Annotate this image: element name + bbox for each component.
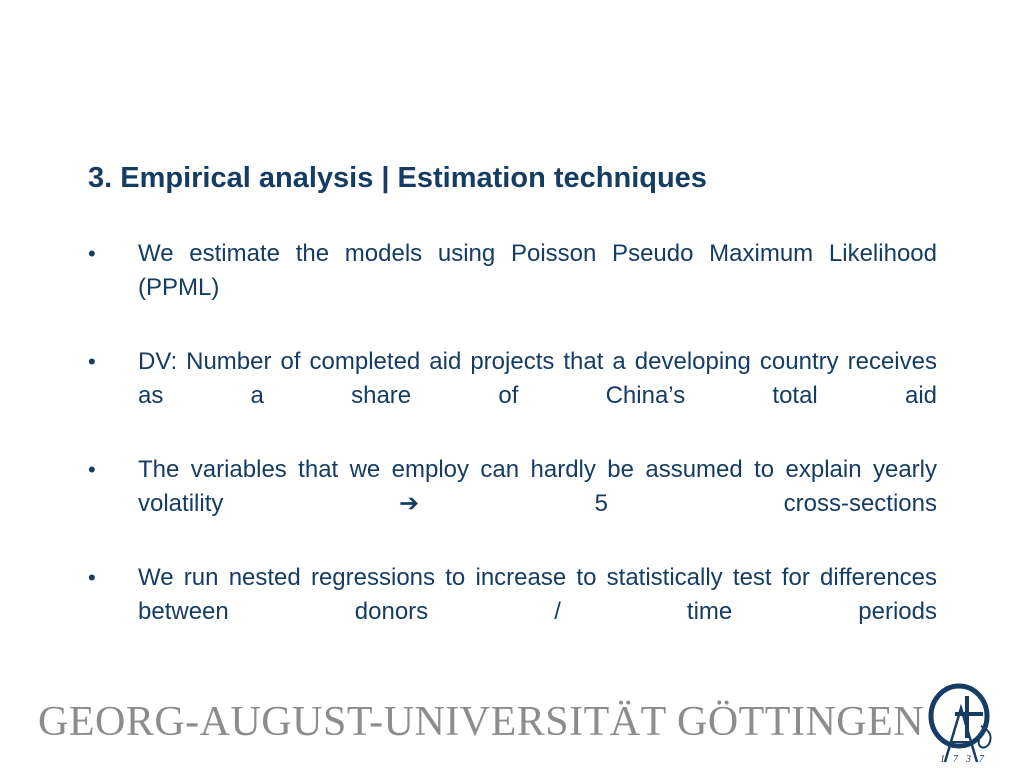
logo-year: 1737 <box>940 754 992 765</box>
bullet-line: Likelihood (PPML) <box>138 240 937 301</box>
bullet-item-ppml <box>88 237 937 339</box>
university-name: GEORG-AUGUST-UNIVERSITÄT GÖTTINGEN <box>38 699 925 745</box>
bullet-dot: • <box>88 565 96 590</box>
arrow-icon: ➔ <box>398 490 420 517</box>
bullet-dot: • <box>88 457 96 482</box>
bullet-line: DV: Number of completed aid projects that a developing <box>138 348 751 375</box>
bullet-item-nested-regressions <box>88 561 937 663</box>
bullet-dot: • <box>88 241 96 266</box>
bullet-line: 5 cross-sections <box>419 490 938 517</box>
bullet-item-variables <box>88 453 937 555</box>
bullet-list <box>88 237 937 669</box>
bullet-line: differences between donors / time periods <box>138 564 938 625</box>
bullet-dot: • <box>88 349 96 374</box>
bullet-line: explain yearly volatility <box>138 456 937 517</box>
bullet-line: The variables that we employ can hardly be assumed to <box>138 456 775 483</box>
bullet-line: We estimate the models using Poisson Pseudo Maximum <box>138 240 814 267</box>
bullet-item-dv <box>88 345 937 447</box>
bullet-line: country receives as a share of China’s total aid <box>138 348 937 409</box>
slide-title: 3. Empirical analysis | Estimation techniques <box>88 162 707 194</box>
bullet-line: We run nested regressions to increase to statistically test for <box>138 564 810 591</box>
